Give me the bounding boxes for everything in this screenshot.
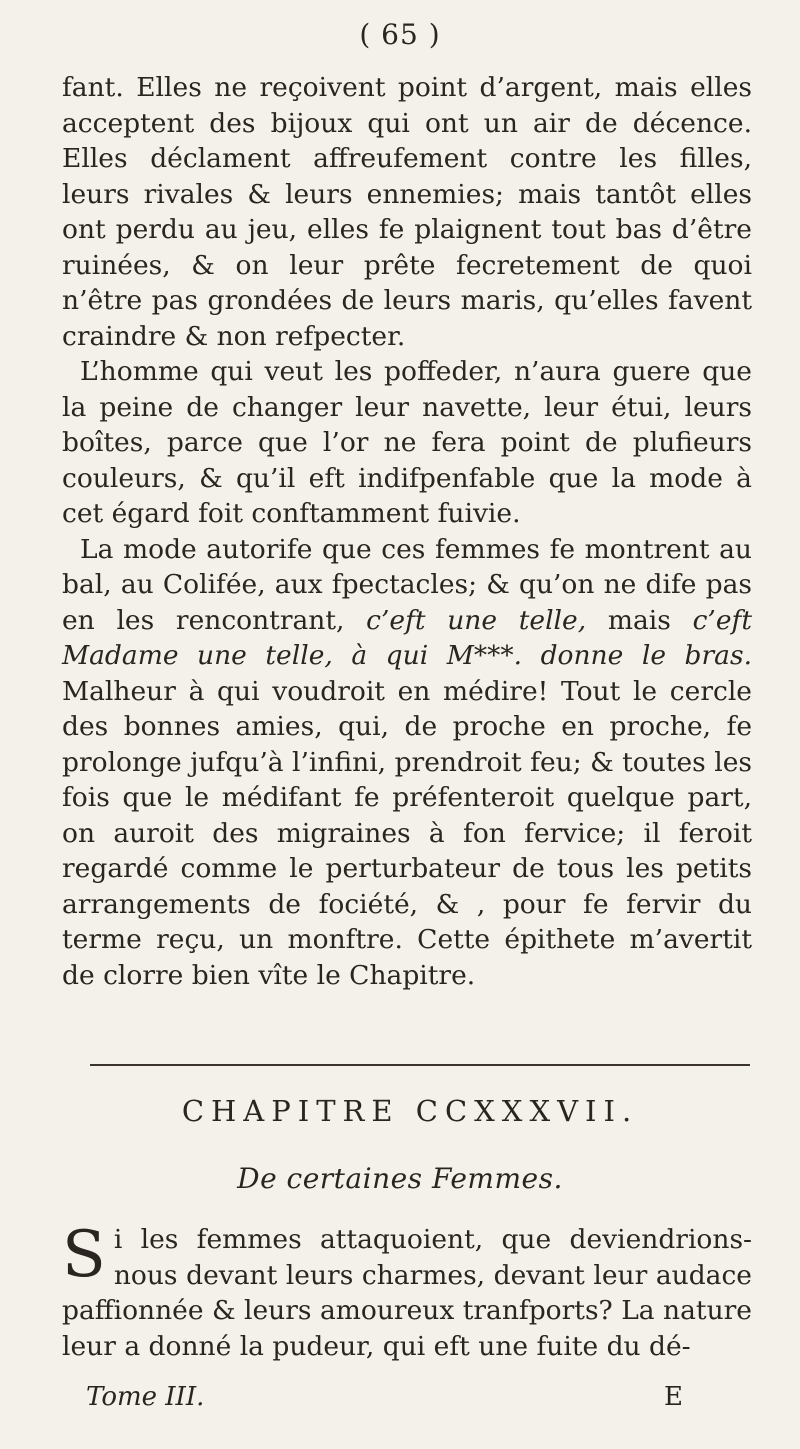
- chapter-subtitle: De certaines Femmes.: [237, 1162, 563, 1195]
- paragraph-2: L’homme qui veut les poffeder, n’aura guere que la peine de changer leur navette, leur étui, leurs boîtes, parce que l’or ne fera point de plufieurs couleurs, & qu’il eft indifpenfable que la mode à cet égard foit conftamment fuivie.: [62, 356, 752, 529]
- paragraph-1: fant. Elles ne reçoivent point d’argent, mais elles acceptent des bijoux qui ont un air de décence. Elles déclament affreufement contre les filles, leurs rivales & leurs ennemies; mais tantôt elles ont perdu au jeu, elles fe plaignent tout bas d’être ruinées, & on leur prête fecretement de quoi n’être pas grondées de leurs maris, qu’elles favent craindre & non refpecter.: [62, 72, 752, 352]
- chapter-paragraph-text: i les femmes attaquoient, que deviendrions-nous devant leurs charmes, devant leur audace paffionnée & leurs amoureux tranfports? La nature leur a donné la pudeur, qui eft une fuite du dé-: [62, 1224, 752, 1362]
- paragraph-3-italic-1: c’eft une telle,: [366, 604, 587, 636]
- chapter-paragraph: [62, 1218, 752, 1364]
- body-text: [62, 70, 752, 993]
- section-divider: [90, 1064, 750, 1066]
- paragraph-3-italic-2: c’eft Madame une telle, à qui M***. donne le bras.: [62, 604, 752, 671]
- chapter-text: [62, 1218, 752, 1364]
- signature-mark: E: [664, 1382, 683, 1412]
- paragraph-3-end: Malheur à qui voudroit en médire! Tout le cercle des bonnes amies, qui, de proche en proche, fe prolonge jufqu’à l’infini, prendroit feu; & toutes les fois que le médifant fe préfenteroit quelque part, on auroit des migraines à fon fervice; il feroit regardé comme le perturbateur de tous les petits arrangements de fociété, & , pour fe fervir du terme reçu, un monftre. Cette épithete m’avertit de clorre bien vîte le Chapitre.: [62, 675, 752, 991]
- drop-cap: S: [62, 1218, 106, 1292]
- page-number: ( 65 ): [359, 18, 441, 51]
- paragraph-3-start: La mode autorife que ces femmes fe montrent au bal, au Colifée, aux fpectacles; & qu’on ne dife pas en les rencontrant,: [62, 533, 752, 636]
- volume-label: Tome III.: [86, 1382, 205, 1412]
- chapter-heading: CHAPITRE CCXXXVII.: [181, 1094, 639, 1128]
- paragraph-3-mid: mais: [607, 604, 671, 636]
- paragraph-3: [62, 532, 752, 994]
